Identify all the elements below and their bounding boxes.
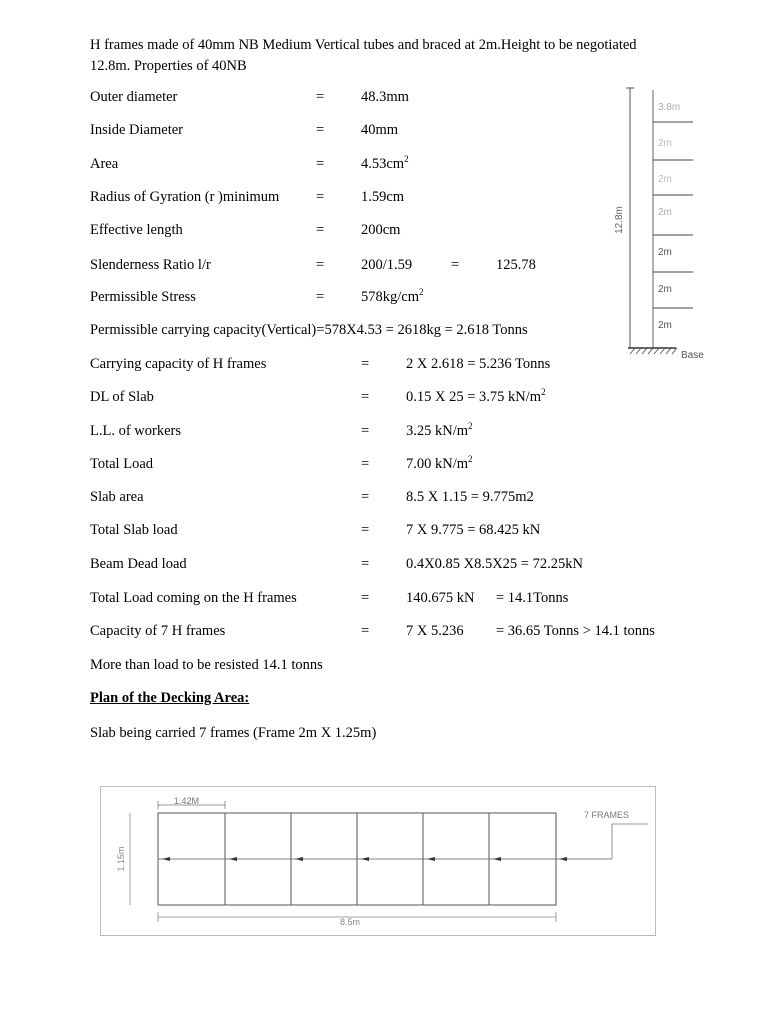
property-equals: = xyxy=(316,189,325,205)
property-value xyxy=(361,156,409,173)
load-value-2: = 14.1Tonns xyxy=(496,590,569,606)
value-text: 578kg/cm xyxy=(361,289,419,305)
property-value: 200/1.59 xyxy=(361,257,413,273)
property-equals-2: = xyxy=(451,257,460,273)
value-text: 0.15 X 25 = 3.75 kN/m xyxy=(406,389,542,405)
load-equals: = xyxy=(361,590,370,606)
level-label: 3.8m xyxy=(658,102,681,113)
property-equals: = xyxy=(316,122,325,138)
property-value: 200cm xyxy=(361,222,401,238)
plan-note: Slab being carried 7 frames (Frame 2m X 1.25m) xyxy=(90,725,377,741)
level-label: 2m xyxy=(658,207,672,218)
load-value xyxy=(406,456,473,473)
load-value-2: = 36.65 Tonns > 14.1 tonns xyxy=(496,623,655,639)
plan-frame-border xyxy=(101,787,656,936)
property-label: Slenderness Ratio l/r xyxy=(90,257,211,273)
level-label: 2m xyxy=(658,284,672,295)
property-value: 40mm xyxy=(361,122,399,138)
load-label: Total Load xyxy=(90,456,154,472)
intro-line-1: H frames made of 40mm NB Medium Vertical tubes and braced at 2m.Height to be negotiated xyxy=(90,37,637,53)
superscript: 2 xyxy=(419,287,424,298)
superscript: 2 xyxy=(404,154,409,165)
load-equals: = xyxy=(361,456,370,472)
property-value-2: 125.78 xyxy=(496,257,536,273)
elevation-diagram xyxy=(608,80,708,365)
load-label: Total Slab load xyxy=(90,522,178,538)
property-label: Outer diameter xyxy=(90,89,178,105)
plan-diagram xyxy=(100,786,656,936)
intro-line-2: 12.8m. Properties of 40NB xyxy=(90,58,247,74)
load-value: 140.675 kN xyxy=(406,590,475,606)
load-label: Carrying capacity of H frames xyxy=(90,356,267,372)
load-label: Capacity of 7 H frames xyxy=(90,623,226,639)
load-value: 0.4X0.85 X8.5X25 = 72.25kN xyxy=(406,556,583,572)
load-label: Slab area xyxy=(90,489,144,505)
level-label: 2m xyxy=(658,247,672,258)
load-value: 2 X 2.618 = 5.236 Tonns xyxy=(406,356,551,372)
bay-dimension-label: 1.42M xyxy=(174,796,200,806)
frames-label: 7 FRAMES xyxy=(584,810,630,820)
load-label: L.L. of workers xyxy=(90,423,182,439)
capacity-line: Permissible carrying capacity(Vertical)=578X4.53 = 2618kg = 2.618 Tonns xyxy=(90,322,528,338)
value-text: 7.00 kN/m xyxy=(406,456,469,472)
length-dimension-label: 8.5m xyxy=(339,917,361,927)
property-equals: = xyxy=(316,156,325,172)
property-value: 48.3mm xyxy=(361,89,409,105)
load-label: Beam Dead load xyxy=(90,556,187,572)
property-value xyxy=(361,289,424,306)
width-dimension-label: 1.15m xyxy=(116,846,126,872)
load-value: 8.5 X 1.15 = 9.775m2 xyxy=(406,489,534,505)
property-label: Inside Diameter xyxy=(90,122,184,138)
property-label: Effective length xyxy=(90,222,183,238)
property-label: Permissible Stress xyxy=(90,289,196,305)
level-label: 2m xyxy=(658,138,672,149)
load-equals: = xyxy=(361,623,370,639)
load-label: Total Load coming on the H frames xyxy=(90,590,297,606)
load-value xyxy=(406,423,473,440)
total-height-label: 12.8m xyxy=(614,206,625,234)
load-equals: = xyxy=(361,389,370,405)
property-equals: = xyxy=(316,257,325,273)
load-equals: = xyxy=(361,522,370,538)
load-equals: = xyxy=(361,356,370,372)
level-label: 2m xyxy=(658,320,672,331)
value-text: 3.25 kN/m xyxy=(406,423,469,439)
load-equals: = xyxy=(361,556,370,572)
load-label: DL of Slab xyxy=(90,389,154,405)
property-equals: = xyxy=(316,289,325,305)
property-label: Area xyxy=(90,156,119,172)
level-label: 2m xyxy=(658,174,672,185)
property-equals: = xyxy=(316,89,325,105)
load-equals: = xyxy=(361,423,370,439)
superscript: 2 xyxy=(541,387,546,398)
value-text: 4.53cm xyxy=(361,156,405,172)
property-equals: = xyxy=(316,222,325,238)
property-label: Radius of Gyration (r )minimum xyxy=(90,189,280,205)
superscript: 2 xyxy=(468,421,473,432)
load-value xyxy=(406,389,546,406)
load-value: 7 X 9.775 = 68.425 kN xyxy=(406,522,541,538)
load-equals: = xyxy=(361,489,370,505)
plan-heading: Plan of the Decking Area: xyxy=(90,690,250,706)
load-value: 7 X 5.236 xyxy=(406,623,464,639)
intro-paragraph xyxy=(90,35,690,77)
superscript: 2 xyxy=(468,454,473,465)
property-value: 1.59cm xyxy=(361,189,405,205)
conclusion-text: More than load to be resisted 14.1 tonns xyxy=(90,657,323,673)
base-label: Base xyxy=(681,350,704,361)
